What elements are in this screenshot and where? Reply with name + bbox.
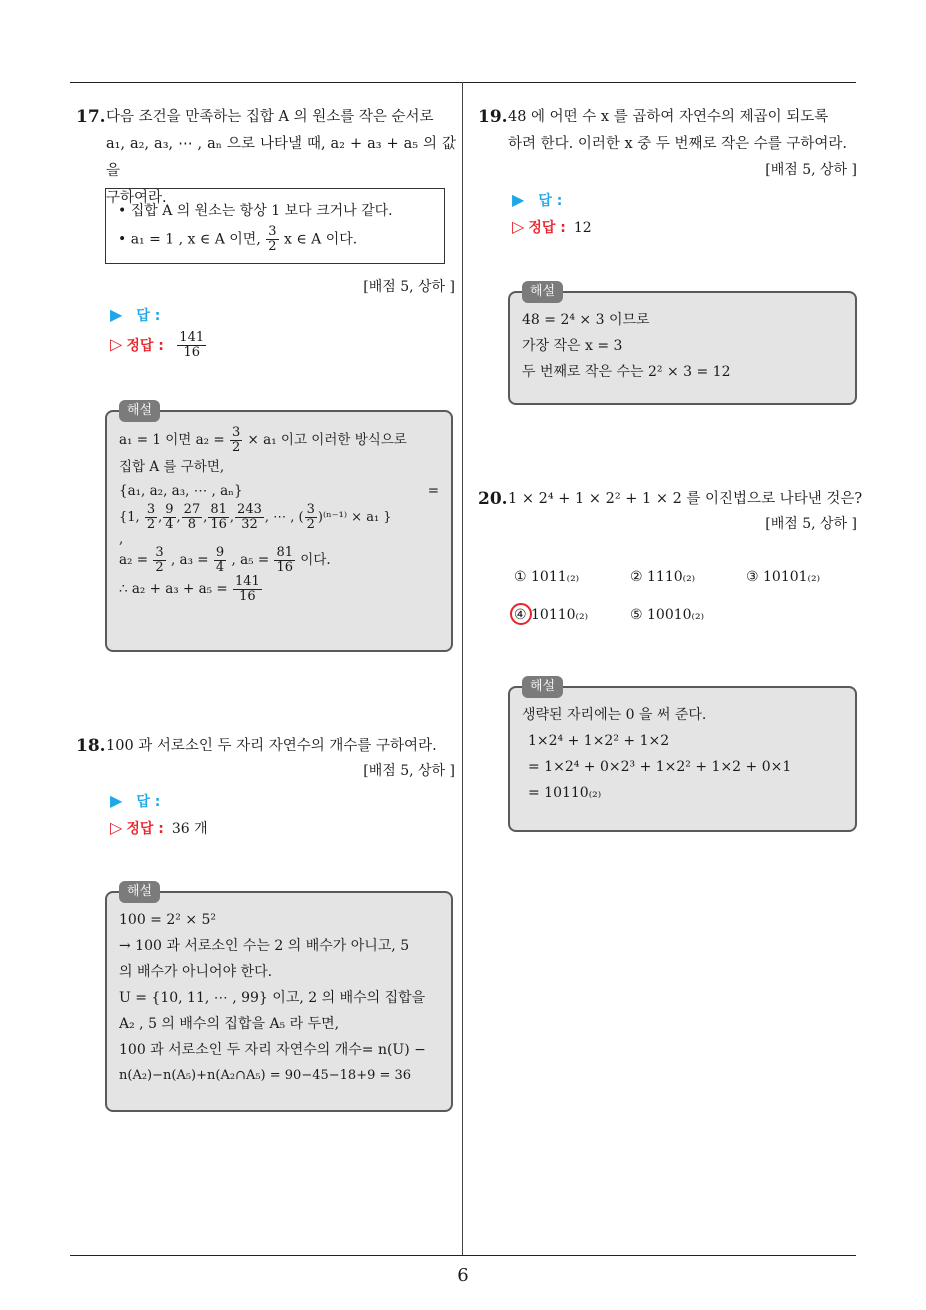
explanation-tag: 해설 [119,881,160,903]
explanation-line: 1×2⁴ + 1×2² + 1×2 [528,733,670,749]
question-text: a₁, a₂, a₃, ⋯ , aₙ 으로 나타낼 때, a₂ + a₃ + a₅ 의 값을 [106,136,456,179]
question-number: 18. [76,736,106,756]
explanation-line: 생략된 자리에는 0 을 써 준다. [522,707,707,723]
explanation-box [508,284,857,405]
outline-triangle-icon: ▷ [110,334,123,354]
explanation-box [508,679,857,832]
bottom-rule [70,1255,856,1256]
explanation-line: {1, $\frac{3}{2}$ , $\frac{9}{4}$ , $\frac{27}{8}$ , $\frac{81}{16}$ , $\frac{243}{32}$ , ⋯ , ( $\frac{3}{2}$ )⁽ⁿ⁻¹⁾ × a₁ } [119,502,392,532]
question-number: 20. [478,489,508,509]
correct-answer-row: ▷ 정답 : $\frac{141}{16}$ [110,330,205,360]
correct-answer-value: $\frac{141}{16}$ [179,330,205,360]
choice-1[interactable]: ① 1011₍₂₎ [514,569,580,585]
explanation-line: 의 배수가 아니어야 한다. [119,964,273,980]
explanation-line: n(A₂)−n(A₅)+n(A₂∩A₅) = 90−45−18+9 = 36 [119,1068,412,1083]
question-18 [76,733,461,760]
page-number: 6 [457,1265,469,1286]
points-label: [배점 5, 상하 ] [765,162,857,178]
question-number: 19. [478,107,508,127]
explanation-line: ∴ a₂ + a₃ + a₅ = $\frac{141}{16}$ [119,574,260,604]
explanation-line: = 1×2⁴ + 0×2³ + 1×2² + 1×2 + 0×1 [528,759,792,775]
choice-2[interactable]: ② 1110₍₂₎ [630,569,696,585]
explanation-line: → 100 과 서로소인 수는 2 의 배수가 아니고, 5 [119,938,410,954]
explanation-tag: 해설 [522,281,563,303]
explanation-line: 100 과 서로소인 두 자리 자연수의 개수= n(U) − [119,1042,426,1058]
condition-item: • a₁ = 1 , x ∈ A 이면, $\frac{3}{2}$ x ∈ A 이다. [118,224,358,254]
explanation-line: a₂ = $\frac{3}{2}$ , a₃ = $\frac{9}{4}$ , a₅ = $\frac{81}{16}$ 이다. [119,545,331,575]
correct-answer-value: 12 [573,220,592,236]
play-triangle-icon: ▶ [512,190,525,209]
question-text: 구하여라. [106,190,167,206]
explanation-line: 집합 A 를 구하면, [119,459,225,475]
answer-row: ▶ 답 : [512,190,563,209]
selected-circle-mark [510,603,532,625]
explanation-box [105,884,453,1112]
explanation-line: 가장 작은 x = 3 [522,338,623,354]
condition-box [105,188,445,264]
choice-3[interactable]: ③ 10101₍₂₎ [746,569,821,585]
explanation-line: 두 번째로 작은 수는 2² × 3 = 12 [522,364,731,380]
explanation-line: A₂ , 5 의 배수의 집합을 A₅ 라 두면, [119,1016,340,1032]
explanation-line: , [119,531,124,547]
choice-list [514,569,854,629]
column-divider [462,82,463,1256]
choice-4[interactable]: ④ 10110₍₂₎ [514,607,588,623]
question-19 [478,104,858,158]
answer-area [512,187,812,241]
outline-triangle-icon: ▷ [110,818,123,837]
play-triangle-icon: ▶ [110,305,123,324]
correct-answer-value: 36 개 [171,821,208,837]
choice-5[interactable]: ⑤ 10010₍₂₎ [630,607,705,623]
answer-row: ▶ 답 : [110,791,161,810]
correct-answer-row: ▷ 정답 : 12 [512,217,592,236]
question-text: 48 에 어떤 수 x 를 곱하여 자연수의 제곱이 되도록 [508,109,829,125]
answer-row: ▶ 답 : [110,305,161,324]
explanation-line: {a₁, a₂, a₃, ⋯ , aₙ} = [119,483,439,499]
answer-area [110,302,410,360]
points-label: [배점 5, 상하 ] [363,279,455,295]
question-text: 다음 조건을 만족하는 집합 A 의 원소를 작은 순서로 [106,109,434,125]
question-text: 100 과 서로소인 두 자리 자연수의 개수를 구하여라. [106,738,437,754]
play-triangle-icon: ▶ [110,791,123,810]
explanation-line: = 10110₍₂₎ [528,785,602,801]
explanation-tag: 해설 [119,400,160,422]
question-20 [478,486,863,513]
points-label: [배점 5, 상하 ] [363,763,455,779]
explanation-line: 48 = 2⁴ × 3 이므로 [522,312,650,328]
answer-area [110,788,410,842]
question-text: 1 × 2⁴ + 1 × 2² + 1 × 2 를 이진법으로 나타낸 것은? [508,491,863,507]
outline-triangle-icon: ▷ [512,217,525,236]
explanation-line: a₁ = 1 이면 a₂ = $\frac{3}{2}$ × a₁ 이고 이러한 방식으로 [119,425,407,455]
question-text: 하려 한다. 이러한 x 중 두 번째로 작은 수를 구하여라. [508,136,848,152]
question-number: 17. [76,107,106,127]
explanation-line: U = {10, 11, ⋯ , 99} 이고, 2 의 배수의 집합을 [119,990,426,1006]
top-rule [70,82,856,83]
points-label: [배점 5, 상하 ] [765,516,857,532]
condition-item: • 집합 A 의 원소는 항상 1 보다 크거나 같다. [118,203,393,219]
explanation-line: 100 = 2² × 5² [119,912,217,928]
explanation-box [105,403,453,652]
explanation-tag: 해설 [522,676,563,698]
correct-answer-row: ▷ 정답 : 36 개 [110,818,208,837]
